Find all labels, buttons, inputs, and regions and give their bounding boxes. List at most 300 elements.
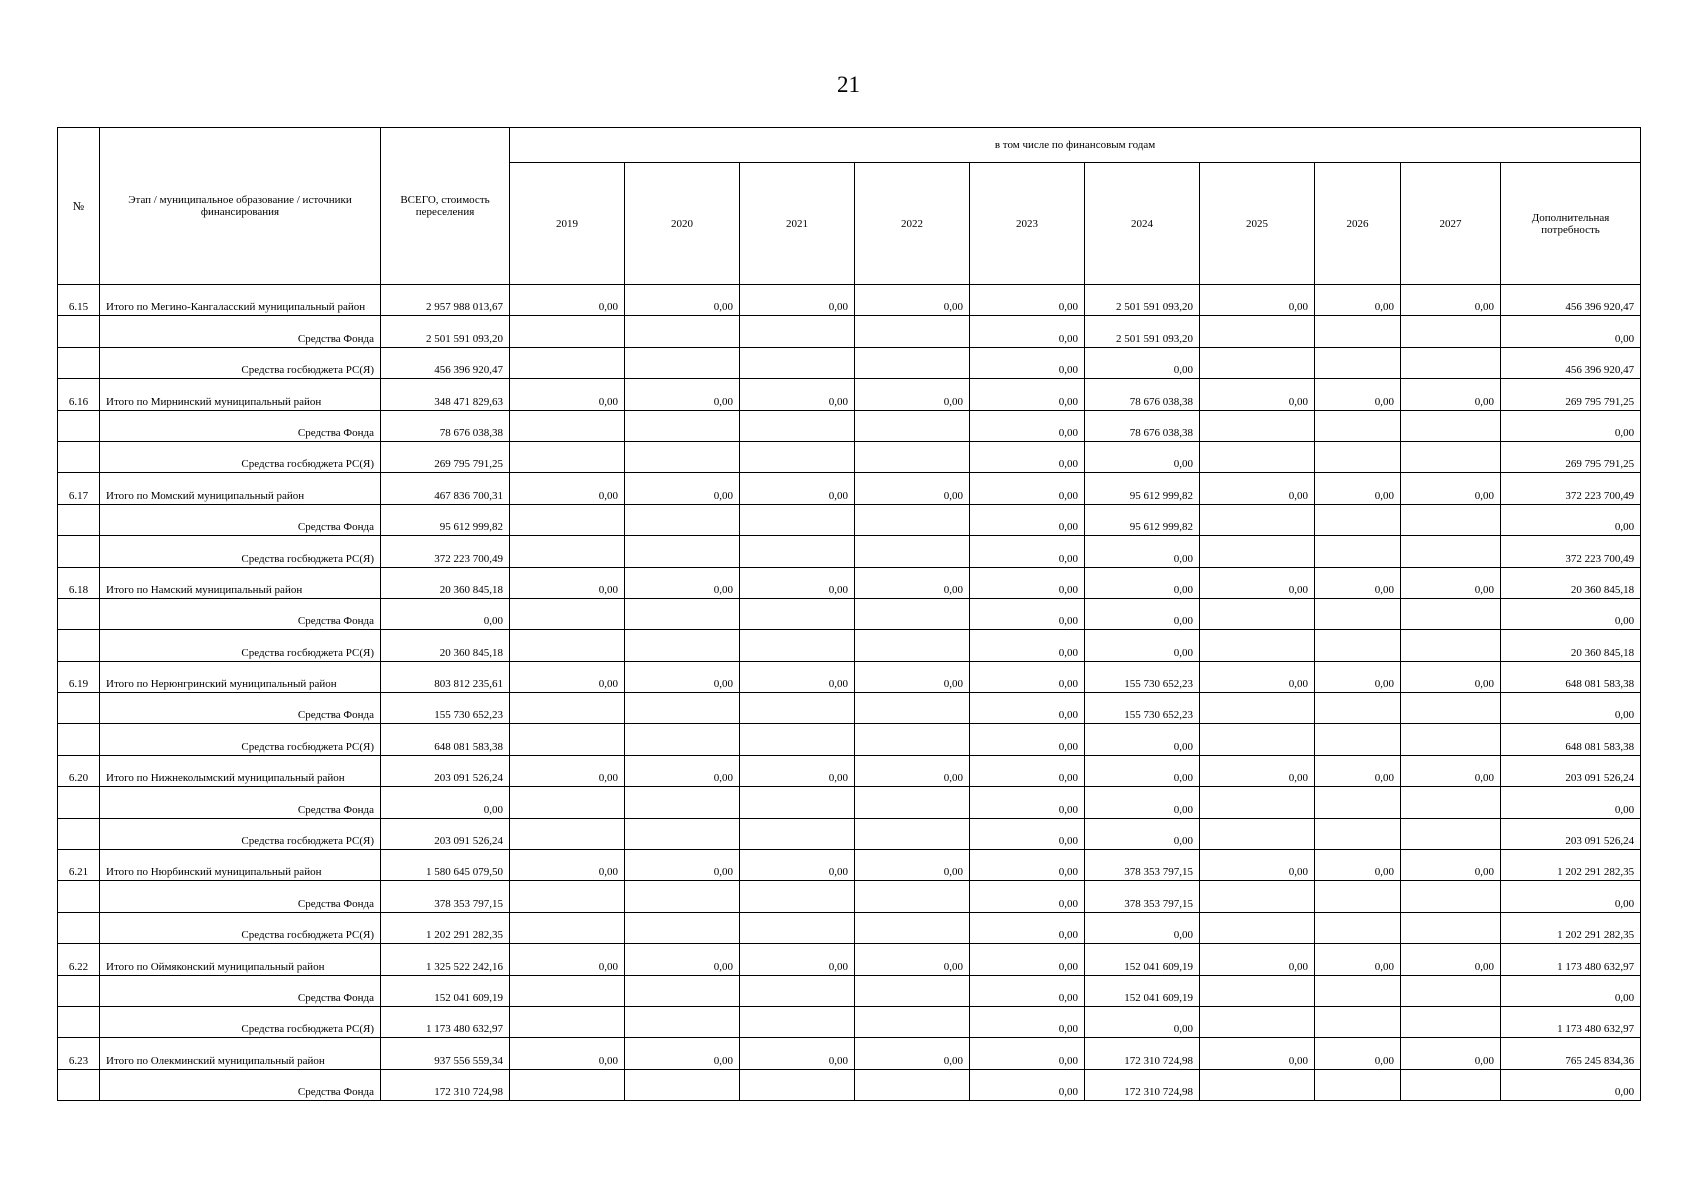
total-cost-cell: 803 812 235,61: [381, 661, 510, 692]
year-value-cell: 0,00: [740, 661, 855, 692]
row-number: 6.23: [58, 1038, 100, 1069]
year-value-cell: [855, 410, 970, 441]
year-value-cell: 1 202 291 282,35: [1501, 850, 1641, 881]
year-value-cell: [1401, 536, 1501, 567]
year-value-cell: 0,00: [625, 285, 740, 316]
year-value-cell: 0,00: [970, 881, 1085, 912]
year-value-cell: 0,00: [740, 755, 855, 786]
year-value-cell: [1200, 347, 1315, 378]
year-value-cell: [740, 441, 855, 472]
year-value-cell: 0,00: [1315, 473, 1401, 504]
year-value-cell: 0,00: [855, 944, 970, 975]
table-row: [58, 912, 1641, 943]
year-value-cell: [1200, 787, 1315, 818]
year-value-cell: 0,00: [970, 536, 1085, 567]
year-value-cell: 0,00: [970, 504, 1085, 535]
year-value-cell: [1200, 818, 1315, 849]
year-value-cell: 0,00: [1501, 881, 1641, 912]
year-value-cell: 0,00: [625, 567, 740, 598]
year-value-cell: 0,00: [1200, 661, 1315, 692]
year-value-cell: 0,00: [1501, 504, 1641, 535]
year-value-cell: [510, 536, 625, 567]
year-value-cell: [1401, 504, 1501, 535]
year-value-cell: 172 310 724,98: [1085, 1069, 1200, 1100]
funding-source-label: Средства госбюджета РС(Я): [100, 536, 381, 567]
table-row: [58, 755, 1641, 786]
year-value-cell: 0,00: [970, 693, 1085, 724]
year-value-cell: 0,00: [1200, 1038, 1315, 1069]
total-cost-cell: 2 501 591 093,20: [381, 316, 510, 347]
row-number: [58, 881, 100, 912]
total-cost-cell: 1 580 645 079,50: [381, 850, 510, 881]
year-value-cell: 0,00: [1085, 1006, 1200, 1037]
header-year-4: 2023: [970, 163, 1085, 285]
funding-source-label: Средства Фонда: [100, 598, 381, 629]
year-value-cell: 0,00: [510, 567, 625, 598]
year-value-cell: [740, 630, 855, 661]
year-value-cell: [740, 693, 855, 724]
year-value-cell: [1315, 787, 1401, 818]
year-value-cell: 0,00: [970, 1006, 1085, 1037]
year-value-cell: 765 245 834,36: [1501, 1038, 1641, 1069]
year-value-cell: 372 223 700,49: [1501, 536, 1641, 567]
year-value-cell: 0,00: [970, 285, 1085, 316]
year-value-cell: [510, 1069, 625, 1100]
row-number: 6.20: [58, 755, 100, 786]
year-value-cell: 0,00: [625, 379, 740, 410]
year-value-cell: [625, 347, 740, 378]
funding-source-label: Средства Фонда: [100, 316, 381, 347]
year-value-cell: 0,00: [970, 755, 1085, 786]
year-value-cell: 0,00: [855, 850, 970, 881]
year-value-cell: 0,00: [1315, 850, 1401, 881]
year-value-cell: 0,00: [1401, 944, 1501, 975]
year-value-cell: 0,00: [970, 1069, 1085, 1100]
funding-source-label: Средства госбюджета РС(Я): [100, 630, 381, 661]
row-number: 6.19: [58, 661, 100, 692]
year-value-cell: 2 501 591 093,20: [1085, 316, 1200, 347]
year-value-cell: 0,00: [1401, 473, 1501, 504]
year-value-cell: [510, 347, 625, 378]
year-value-cell: [625, 818, 740, 849]
year-value-cell: [510, 441, 625, 472]
year-value-cell: [625, 787, 740, 818]
year-value-cell: [740, 1069, 855, 1100]
header-year-0: 2019: [510, 163, 625, 285]
year-value-cell: 0,00: [970, 787, 1085, 818]
funding-source-label: Средства Фонда: [100, 787, 381, 818]
total-cost-cell: 203 091 526,24: [381, 818, 510, 849]
row-number: 6.15: [58, 285, 100, 316]
year-value-cell: [510, 881, 625, 912]
table-row: [58, 630, 1641, 661]
year-value-cell: [625, 912, 740, 943]
row-number: [58, 441, 100, 472]
year-value-cell: [625, 724, 740, 755]
year-value-cell: 0,00: [510, 1038, 625, 1069]
row-number: [58, 693, 100, 724]
year-value-cell: [510, 630, 625, 661]
year-value-cell: [1315, 693, 1401, 724]
table-row: [58, 504, 1641, 535]
year-value-cell: [1200, 912, 1315, 943]
year-value-cell: [625, 1069, 740, 1100]
year-value-cell: [1315, 630, 1401, 661]
year-value-cell: 0,00: [1401, 1038, 1501, 1069]
year-value-cell: [1315, 441, 1401, 472]
year-value-cell: 0,00: [970, 630, 1085, 661]
year-value-cell: 95 612 999,82: [1085, 504, 1200, 535]
funding-source-label: Средства госбюджета РС(Я): [100, 818, 381, 849]
year-value-cell: 0,00: [970, 661, 1085, 692]
year-value-cell: 648 081 583,38: [1501, 661, 1641, 692]
year-value-cell: [1315, 912, 1401, 943]
year-value-cell: 0,00: [1501, 1069, 1641, 1100]
header-year-6: 2025: [1200, 163, 1315, 285]
table-row: [58, 285, 1641, 316]
year-value-cell: [510, 818, 625, 849]
year-value-cell: [1315, 1069, 1401, 1100]
year-value-cell: [510, 693, 625, 724]
table-row: [58, 347, 1641, 378]
year-value-cell: 0,00: [740, 379, 855, 410]
funding-source-label: Средства госбюджета РС(Я): [100, 912, 381, 943]
table-row: [58, 787, 1641, 818]
year-value-cell: [740, 724, 855, 755]
year-value-cell: 0,00: [855, 379, 970, 410]
year-value-cell: 0,00: [1200, 567, 1315, 598]
municipality-total-label: Итого по Намский муниципальный район: [100, 567, 381, 598]
header-year-2: 2021: [740, 163, 855, 285]
year-value-cell: 0,00: [970, 975, 1085, 1006]
year-value-cell: 0,00: [970, 598, 1085, 629]
year-value-cell: 0,00: [1401, 755, 1501, 786]
total-cost-cell: 203 091 526,24: [381, 755, 510, 786]
year-value-cell: 0,00: [855, 473, 970, 504]
year-value-cell: [625, 536, 740, 567]
year-value-cell: [625, 975, 740, 1006]
funding-source-label: Средства госбюджета РС(Я): [100, 347, 381, 378]
total-cost-cell: 20 360 845,18: [381, 567, 510, 598]
year-value-cell: 0,00: [1501, 787, 1641, 818]
year-value-cell: 0,00: [1085, 818, 1200, 849]
row-number: [58, 630, 100, 661]
year-value-cell: [855, 630, 970, 661]
year-value-cell: [855, 504, 970, 535]
year-value-cell: 152 041 609,19: [1085, 975, 1200, 1006]
year-value-cell: [740, 818, 855, 849]
total-cost-cell: 172 310 724,98: [381, 1069, 510, 1100]
total-cost-cell: 467 836 700,31: [381, 473, 510, 504]
year-value-cell: 0,00: [1085, 441, 1200, 472]
year-value-cell: [1200, 724, 1315, 755]
year-value-cell: [625, 693, 740, 724]
total-cost-cell: 155 730 652,23: [381, 693, 510, 724]
row-number: 6.17: [58, 473, 100, 504]
year-value-cell: [740, 536, 855, 567]
year-value-cell: [1200, 598, 1315, 629]
year-value-cell: [1315, 1006, 1401, 1037]
year-value-cell: 1 173 480 632,97: [1501, 944, 1641, 975]
row-number: [58, 1006, 100, 1037]
year-value-cell: [855, 598, 970, 629]
table-row: [58, 944, 1641, 975]
year-value-cell: [740, 1006, 855, 1037]
year-value-cell: [1401, 1006, 1501, 1037]
table-body: [58, 285, 1641, 1101]
year-value-cell: 0,00: [1200, 850, 1315, 881]
year-value-cell: [1401, 630, 1501, 661]
row-number: [58, 410, 100, 441]
header-name: Этап / муниципальное образование / источники финансирования: [100, 128, 381, 285]
row-number: [58, 347, 100, 378]
year-value-cell: 152 041 609,19: [1085, 944, 1200, 975]
row-number: [58, 975, 100, 1006]
year-value-cell: 78 676 038,38: [1085, 379, 1200, 410]
year-value-cell: 0,00: [970, 567, 1085, 598]
table-row: [58, 818, 1641, 849]
year-value-cell: 0,00: [855, 567, 970, 598]
year-value-cell: 378 353 797,15: [1085, 881, 1200, 912]
year-value-cell: [855, 912, 970, 943]
table-row: [58, 410, 1641, 441]
total-cost-cell: 648 081 583,38: [381, 724, 510, 755]
table-row: [58, 473, 1641, 504]
year-value-cell: 0,00: [970, 724, 1085, 755]
year-value-cell: 0,00: [625, 850, 740, 881]
municipality-total-label: Итого по Олекминский муниципальный район: [100, 1038, 381, 1069]
year-value-cell: [740, 881, 855, 912]
municipality-total-label: Итого по Оймяконский муниципальный район: [100, 944, 381, 975]
year-value-cell: [740, 410, 855, 441]
year-value-cell: 0,00: [970, 1038, 1085, 1069]
year-value-cell: 0,00: [625, 661, 740, 692]
year-value-cell: 0,00: [1315, 755, 1401, 786]
year-value-cell: [740, 975, 855, 1006]
total-cost-cell: 1 202 291 282,35: [381, 912, 510, 943]
table-row: [58, 693, 1641, 724]
row-number: [58, 504, 100, 535]
year-value-cell: 203 091 526,24: [1501, 755, 1641, 786]
year-value-cell: 155 730 652,23: [1085, 693, 1200, 724]
year-value-cell: 0,00: [1085, 912, 1200, 943]
year-value-cell: [1401, 724, 1501, 755]
year-value-cell: 0,00: [1401, 379, 1501, 410]
year-value-cell: 172 310 724,98: [1085, 1038, 1200, 1069]
year-value-cell: [1315, 536, 1401, 567]
year-value-cell: 0,00: [740, 285, 855, 316]
year-value-cell: 0,00: [970, 410, 1085, 441]
table-row: [58, 567, 1641, 598]
year-value-cell: [855, 347, 970, 378]
year-value-cell: 0,00: [970, 818, 1085, 849]
year-value-cell: 0,00: [1085, 567, 1200, 598]
year-value-cell: 0,00: [510, 850, 625, 881]
year-value-cell: [855, 818, 970, 849]
year-value-cell: [510, 787, 625, 818]
year-value-cell: [855, 881, 970, 912]
year-value-cell: [740, 598, 855, 629]
year-value-cell: 155 730 652,23: [1085, 661, 1200, 692]
year-value-cell: [1401, 818, 1501, 849]
year-value-cell: [1401, 441, 1501, 472]
municipality-total-label: Итого по Нижнеколымский муниципальный район: [100, 755, 381, 786]
year-value-cell: [1401, 787, 1501, 818]
total-cost-cell: 152 041 609,19: [381, 975, 510, 1006]
year-value-cell: [740, 787, 855, 818]
year-value-cell: [510, 1006, 625, 1037]
year-value-cell: 0,00: [740, 944, 855, 975]
total-cost-cell: 20 360 845,18: [381, 630, 510, 661]
year-value-cell: [1200, 504, 1315, 535]
table-row: [58, 850, 1641, 881]
year-value-cell: 0,00: [1401, 850, 1501, 881]
year-value-cell: [1401, 316, 1501, 347]
table-row: [58, 975, 1641, 1006]
total-cost-cell: 78 676 038,38: [381, 410, 510, 441]
header-total: ВСЕГО, стоимость переселения: [381, 128, 510, 285]
total-cost-cell: 2 957 988 013,67: [381, 285, 510, 316]
year-value-cell: 0,00: [1315, 285, 1401, 316]
year-value-cell: 0,00: [970, 912, 1085, 943]
year-value-cell: 20 360 845,18: [1501, 630, 1641, 661]
year-value-cell: [1200, 1006, 1315, 1037]
table-row: [58, 441, 1641, 472]
year-value-cell: [510, 724, 625, 755]
row-number: [58, 724, 100, 755]
total-cost-cell: 378 353 797,15: [381, 881, 510, 912]
year-value-cell: [855, 1069, 970, 1100]
year-value-cell: 0,00: [1401, 661, 1501, 692]
table-row: [58, 536, 1641, 567]
row-number: [58, 536, 100, 567]
year-value-cell: 0,00: [855, 661, 970, 692]
funding-source-label: Средства Фонда: [100, 693, 381, 724]
row-number: 6.16: [58, 379, 100, 410]
year-value-cell: [1200, 630, 1315, 661]
year-value-cell: 0,00: [1085, 630, 1200, 661]
year-value-cell: [1315, 975, 1401, 1006]
row-number: [58, 787, 100, 818]
total-cost-cell: 0,00: [381, 598, 510, 629]
year-value-cell: [855, 536, 970, 567]
year-value-cell: [1315, 316, 1401, 347]
row-number: [58, 912, 100, 943]
year-value-cell: [625, 504, 740, 535]
year-value-cell: [1401, 1069, 1501, 1100]
year-value-cell: 456 396 920,47: [1501, 285, 1641, 316]
year-value-cell: 203 091 526,24: [1501, 818, 1641, 849]
year-value-cell: [740, 316, 855, 347]
municipality-total-label: Итого по Нерюнгринский муниципальный район: [100, 661, 381, 692]
year-value-cell: [1401, 410, 1501, 441]
year-value-cell: [1315, 598, 1401, 629]
year-value-cell: [1315, 724, 1401, 755]
year-value-cell: [1401, 598, 1501, 629]
year-value-cell: 0,00: [510, 379, 625, 410]
funding-source-label: Средства Фонда: [100, 504, 381, 535]
year-value-cell: 95 612 999,82: [1085, 473, 1200, 504]
year-value-cell: 0,00: [1200, 285, 1315, 316]
year-value-cell: 0,00: [740, 850, 855, 881]
total-cost-cell: 937 556 559,34: [381, 1038, 510, 1069]
year-value-cell: 0,00: [1501, 598, 1641, 629]
total-cost-cell: 0,00: [381, 787, 510, 818]
year-value-cell: 0,00: [1401, 285, 1501, 316]
year-value-cell: 0,00: [1315, 567, 1401, 598]
year-value-cell: [625, 598, 740, 629]
total-cost-cell: 269 795 791,25: [381, 441, 510, 472]
year-value-cell: [740, 347, 855, 378]
year-value-cell: 0,00: [625, 755, 740, 786]
year-value-cell: [510, 316, 625, 347]
table-row: [58, 661, 1641, 692]
financing-table: [57, 127, 1641, 1101]
year-value-cell: 0,00: [1501, 975, 1641, 1006]
year-value-cell: 648 081 583,38: [1501, 724, 1641, 755]
year-value-cell: 269 795 791,25: [1501, 379, 1641, 410]
year-value-cell: 0,00: [510, 944, 625, 975]
header-year-5: 2024: [1085, 163, 1200, 285]
row-number: [58, 598, 100, 629]
year-value-cell: 0,00: [970, 944, 1085, 975]
year-value-cell: [1401, 881, 1501, 912]
table-row: [58, 316, 1641, 347]
year-value-cell: 0,00: [1200, 379, 1315, 410]
year-value-cell: 0,00: [970, 347, 1085, 378]
municipality-total-label: Итого по Момский муниципальный район: [100, 473, 381, 504]
year-value-cell: [510, 410, 625, 441]
year-value-cell: [855, 316, 970, 347]
table-row: [58, 598, 1641, 629]
table-row: [58, 881, 1641, 912]
year-value-cell: 0,00: [510, 473, 625, 504]
year-value-cell: [625, 316, 740, 347]
table-row: [58, 724, 1641, 755]
header-year-8: 2027: [1401, 163, 1501, 285]
year-value-cell: [510, 912, 625, 943]
row-number: 6.18: [58, 567, 100, 598]
year-value-cell: [1401, 975, 1501, 1006]
row-number: 6.21: [58, 850, 100, 881]
year-value-cell: 0,00: [1315, 1038, 1401, 1069]
total-cost-cell: 456 396 920,47: [381, 347, 510, 378]
funding-source-label: Средства Фонда: [100, 1069, 381, 1100]
row-number: [58, 316, 100, 347]
year-value-cell: 0,00: [740, 567, 855, 598]
municipality-total-label: Итого по Мирнинский муниципальный район: [100, 379, 381, 410]
year-value-cell: 78 676 038,38: [1085, 410, 1200, 441]
year-value-cell: 0,00: [1315, 944, 1401, 975]
year-value-cell: [625, 1006, 740, 1037]
year-value-cell: [510, 504, 625, 535]
table-row: [58, 1038, 1641, 1069]
header-year-7: 2026: [1315, 163, 1401, 285]
year-value-cell: [855, 724, 970, 755]
year-value-cell: 378 353 797,15: [1085, 850, 1200, 881]
year-value-cell: [1401, 347, 1501, 378]
row-number: [58, 1069, 100, 1100]
funding-source-label: Средства госбюджета РС(Я): [100, 724, 381, 755]
year-value-cell: 0,00: [970, 441, 1085, 472]
year-value-cell: [1315, 410, 1401, 441]
year-value-cell: [1200, 316, 1315, 347]
year-value-cell: [1200, 441, 1315, 472]
year-value-cell: 1 173 480 632,97: [1501, 1006, 1641, 1037]
page-number: 21: [837, 72, 860, 97]
year-value-cell: [510, 975, 625, 1006]
year-value-cell: 456 396 920,47: [1501, 347, 1641, 378]
